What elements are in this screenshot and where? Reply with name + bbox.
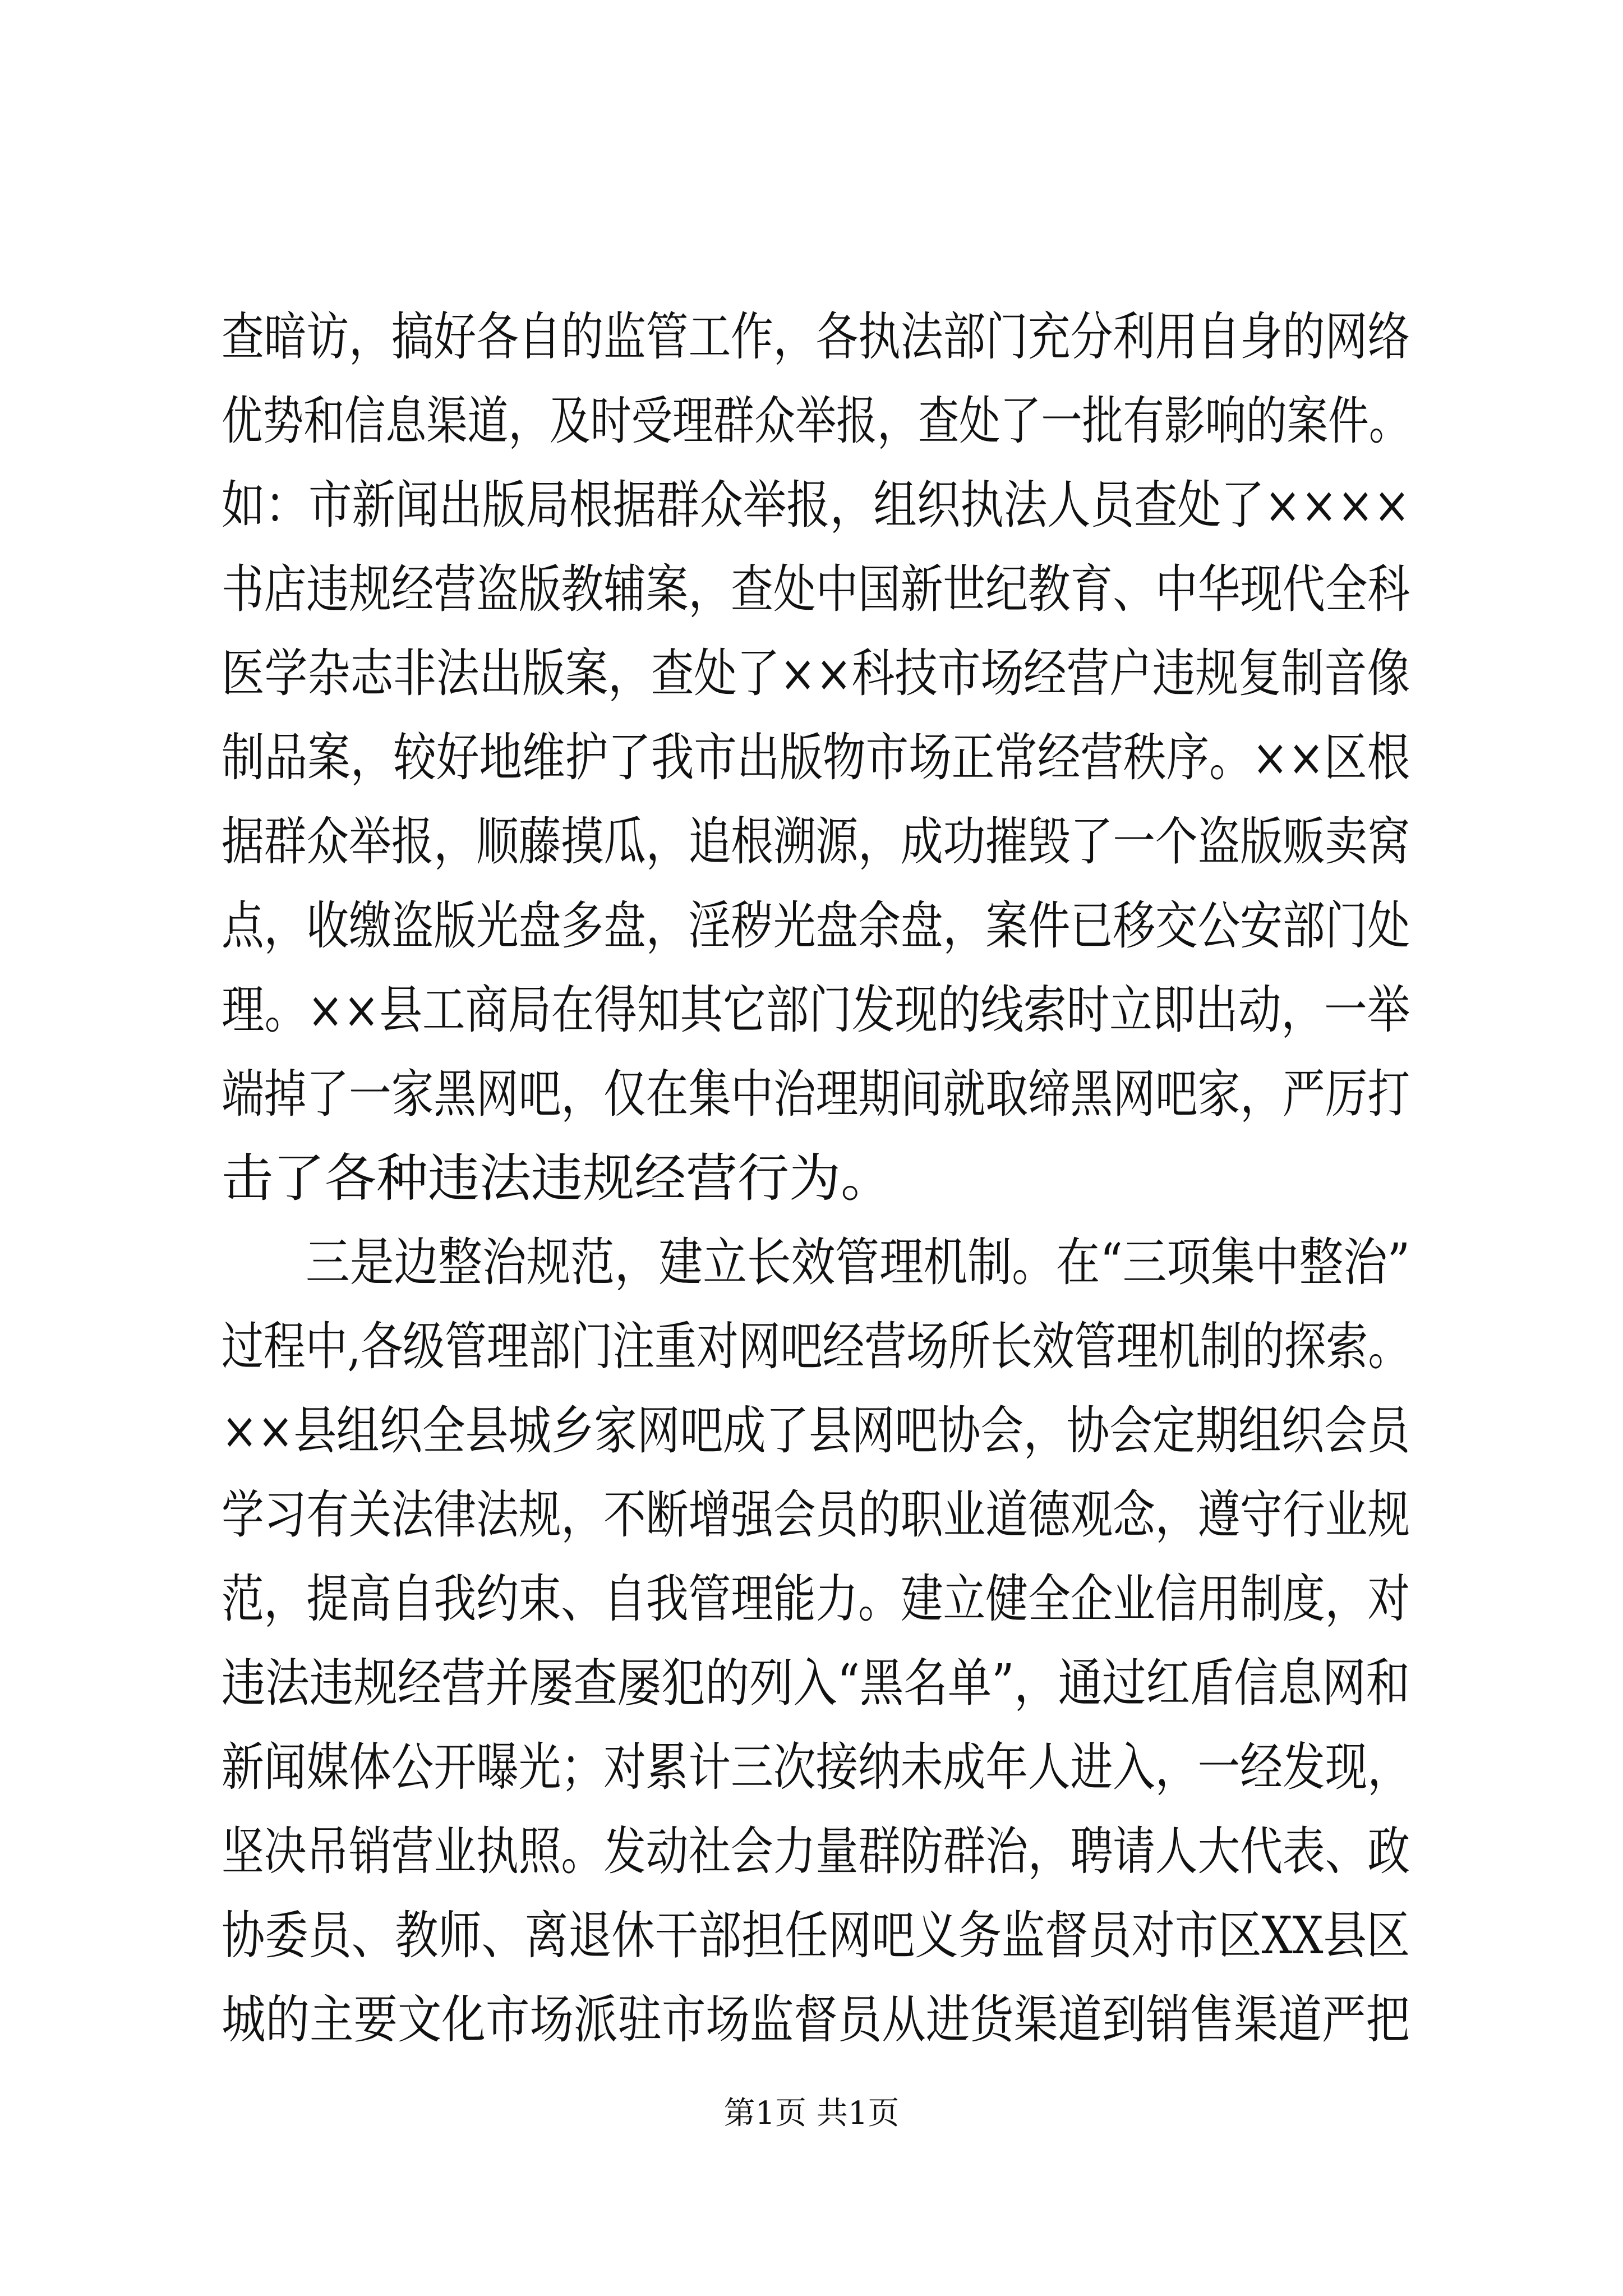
paragraph-1-line-6: 制品案，较好地维护了我市出版物市场正常经营秩序。××区根 (222, 728, 1410, 788)
paragraph-1-line-7: 据群众举报，顺藤摸瓜，追根溯源，成功摧毁了一个盗版贩卖窝 (222, 812, 1410, 872)
paragraph-1-line-10: 端掉了一家黑网吧，仅在集中治理期间就取缔黑网吧家，严厉打 (222, 1064, 1410, 1124)
paragraph-2-line-3: ××县组织全县城乡家网吧成了县网吧协会，协会定期组织会员 (222, 1401, 1410, 1461)
paragraph-1-line-1: 查暗访，搞好各自的监管工作，各执法部门充分利用自身的网络 (222, 307, 1410, 367)
paragraph-1-line-5: 医学杂志非法出版案，查处了××科技市场经营户违规复制音像 (222, 643, 1410, 703)
paragraph-2-line-9: 协委员、教师、离退休干部担任网吧义务监督员对市区XX县区 (222, 1906, 1410, 1966)
paragraph-1-line-2: 优势和信息渠道，及时受理群众举报，查处了一批有影响的案件。 (222, 391, 1410, 451)
page-footer: 第1页 共1页 (723, 2095, 900, 2132)
paragraph-2-line-2: 过程中,各级管理部门注重对网吧经营场所长效管理机制的探索。 (222, 1317, 1410, 1377)
paragraph-2-line-10: 城的主要文化市场派驻市场监督员从进货渠道到销售渠道严把 (222, 1990, 1410, 2050)
paragraph-2-line-4: 学习有关法律法规，不断增强会员的职业道德观念，遵守行业规 (222, 1485, 1410, 1545)
paragraph-1-line-3: 如：市新闻出版局根据群众举报，组织执法人员查处了×××× (222, 475, 1410, 535)
paragraph-1-line-8: 点，收缴盗版光盘多盘，淫秽光盘余盘，案件已移交公安部门处 (222, 896, 1410, 956)
paragraph-2-line-7: 新闻媒体公开曝光；对累计三次接纳未成年人进入，一经发现， (222, 1737, 1410, 1797)
paragraph-1-line-11: 击了各种违法违规经营行为。 (222, 1148, 893, 1208)
paragraph-1-line-9: 理。××县工商局在得知其它部门发现的线索时立即出动，一举 (222, 980, 1410, 1040)
paragraph-2-line-5: 范，提高自我约束、自我管理能力。建立健全企业信用制度，对 (222, 1569, 1410, 1629)
paragraph-2-line-8: 坚决吊销营业执照。发动社会力量群防群治，聘请人大代表、政 (222, 1821, 1410, 1881)
paragraph-1-line-4: 书店违规经营盗版教辅案，查处中国新世纪教育、中华现代全科 (222, 559, 1410, 619)
paragraph-2-line-6: 违法违规经营并屡查屡犯的列入“黑名单”，通过红盾信息网和 (222, 1653, 1410, 1713)
paragraph-2-line-1: 三是边整治规范，建立长效管理机制。在“三项集中整治” (306, 1232, 1410, 1292)
